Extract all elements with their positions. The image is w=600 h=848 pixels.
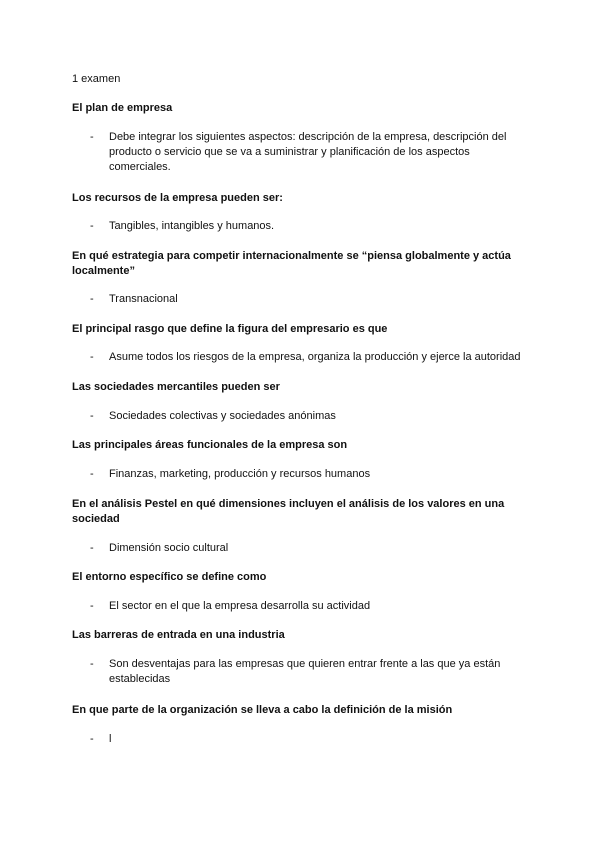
bullet-dash: - [90,131,94,143]
bullet-dash: - [90,351,94,363]
document-title: 1 examen [72,73,121,85]
question-1: El plan de empresa [72,102,173,114]
bullet-dash: - [90,600,94,612]
answer-1 [90,130,530,175]
answer-10 [90,732,530,747]
bullet-dash: - [90,542,94,554]
answer-7 [90,541,530,556]
answer-6 [90,467,530,482]
question-2: Los recursos de la empresa pueden ser: [72,192,283,204]
question-6: Las principales áreas funcionales de la empresa son [72,439,348,451]
answer-text: Son desventajas para las empresas que quieren entrar frente a las que ya están establecidas [109,658,501,685]
answer-4 [90,350,530,365]
answer-3 [90,292,530,307]
bullet-dash: - [90,468,94,480]
answer-text: Tangibles, intangibles y humanos. [109,220,275,232]
bullet-dash: - [90,293,94,305]
answer-text: Dimensión socio cultural [109,542,229,554]
question-3: En qué estrategia para competir internacionalmente se “piensa globalmente y actúa localmente” [72,250,511,277]
question-8: El entorno específico se define como [72,571,267,583]
answer-text: Asume todos los riesgos de la empresa, organiza la producción y ejerce la autoridad [109,351,521,363]
answer-5 [90,409,530,424]
answer-text: l [109,733,112,745]
answer-text: Transnacional [109,293,178,305]
bullet-dash: - [90,658,94,670]
bullet-dash: - [90,733,94,745]
question-7: En el análisis Pestel en qué dimensiones incluyen el análisis de los valores en una sociedad [72,498,505,525]
answer-8 [90,599,530,614]
answer-text: Sociedades colectivas y sociedades anónimas [109,410,336,422]
answer-9 [90,657,530,687]
answer-text: El sector en el que la empresa desarrolla su actividad [109,600,371,612]
bullet-dash: - [90,220,94,232]
question-4: El principal rasgo que define la figura del empresario es que [72,323,388,335]
answer-text: Finanzas, marketing, producción y recursos humanos [109,468,371,480]
answer-text: Debe integrar los siguientes aspectos: descripción de la empresa, descripción del producto o servicio que se va a suministrar y planificación de los aspectos comerciales. [109,131,507,173]
bullet-dash: - [90,410,94,422]
question-10: En que parte de la organización se lleva a cabo la definición de la misión [72,704,453,716]
question-9: Las barreras de entrada en una industria [72,629,285,641]
question-5: Las sociedades mercantiles pueden ser [72,381,280,393]
answer-2 [90,219,530,234]
